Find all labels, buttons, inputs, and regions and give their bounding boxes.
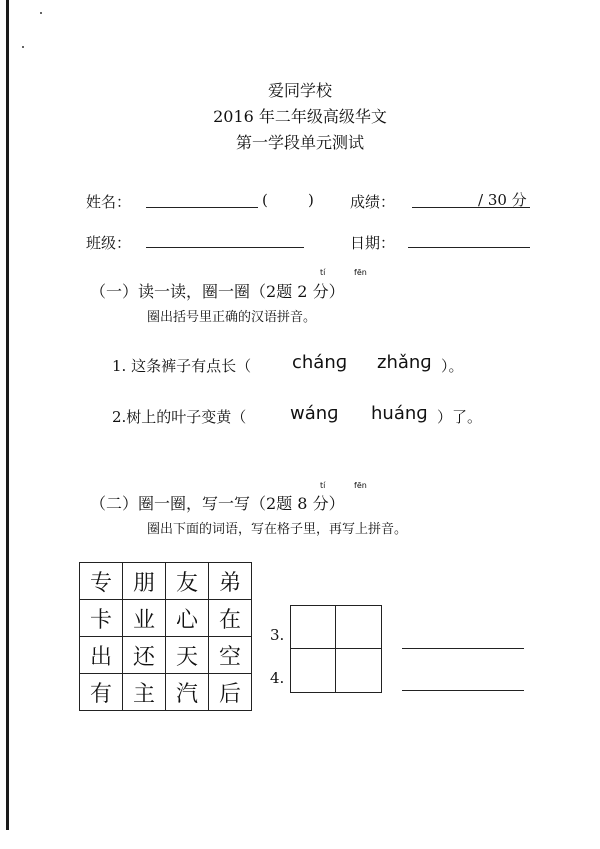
grid-cell[interactable]: 有 [80,674,123,711]
seat-bracket-close: ) [308,191,314,209]
section1-close: ） [328,282,345,301]
section2-title [90,491,345,514]
section1-title-pre: （一）读一读，圈一圈（2 [90,282,277,301]
grid-row [80,563,252,600]
question-1-prefix: 1. 这条裤子有点长（ [112,357,252,375]
section2-instruction: 圈出下面的词语，写在格子里，再写上拼音。 [147,522,408,537]
fen-char: 分 [312,282,329,301]
grid-row [80,674,252,711]
box-divider-horizontal [290,648,381,649]
grid-row [80,637,252,674]
name-label: 姓名： [86,193,132,211]
fen-char: 分 [312,494,329,513]
ti-pinyin: tí [320,268,326,277]
class-field[interactable] [146,233,304,248]
fen-pinyin: fēn [354,268,367,277]
pinyin-field-3[interactable] [402,634,524,649]
course-title: 2016 年二年级高级华文 [213,107,387,126]
grid-cell[interactable]: 还 [123,637,166,674]
question-2-prefix: 2.树上的叶子变黄（ [112,408,247,426]
grid-cell[interactable]: 在 [209,600,252,637]
grid-cell[interactable]: 业 [123,600,166,637]
class-label: 班级： [86,234,132,252]
scan-speck [40,12,42,14]
seat-bracket-open: ( [262,191,268,209]
scan-speck [22,46,24,48]
answer-label-3: 3. [270,626,285,644]
grid-cell[interactable]: 卡 [80,600,123,637]
date-field[interactable] [408,233,530,248]
ti-char: 题 [276,494,293,513]
question-2-option-1[interactable]: wánɡ [290,403,339,424]
ti-char: 题 [276,282,293,301]
grid-cell[interactable]: 朋 [123,563,166,600]
section2-count: 8 [297,494,308,513]
ti-pinyin: tí [320,481,326,490]
grid-cell[interactable]: 专 [80,563,123,600]
grid-cell[interactable]: 友 [166,563,209,600]
grid-cell[interactable]: 主 [123,674,166,711]
question-2-suffix: ）了。 [437,408,483,426]
grid-cell[interactable]: 空 [209,637,252,674]
answer-writing-box[interactable] [290,605,382,693]
question-1-suffix: ）。 [441,357,464,375]
question-1-option-1[interactable]: chánɡ [292,352,348,373]
grid-cell[interactable]: 弟 [209,563,252,600]
character-grid [79,562,252,711]
question-1-option-2[interactable]: zhǎnɡ [377,352,432,373]
name-field[interactable] [146,193,258,208]
section1-instruction: 圈出括号里正确的汉语拼音。 [147,310,317,325]
school-name: 爱同学校 [267,81,332,100]
grid-cell[interactable]: 天 [166,637,209,674]
grid-row [80,600,252,637]
question-2-option-2[interactable]: huánɡ [371,403,428,424]
section2-title-pre: （二）圈一圈，写一写（2 [90,494,277,513]
grid-cell[interactable]: 汽 [166,674,209,711]
section1-count: 2 [297,282,308,301]
grid-cell[interactable]: 出 [80,637,123,674]
fen-pinyin: fēn [354,481,367,490]
score-total: / 30 分 [478,191,527,209]
date-label: 日期： [350,234,396,252]
section1-title [90,279,345,302]
section2-close: ） [328,494,345,513]
grid-cell[interactable]: 心 [166,600,209,637]
answer-label-4: 4. [270,669,285,687]
test-title: 第一学段单元测试 [235,133,364,152]
pinyin-field-4[interactable] [402,676,524,691]
score-label: 成绩： [350,193,396,211]
grid-cell[interactable]: 后 [209,674,252,711]
